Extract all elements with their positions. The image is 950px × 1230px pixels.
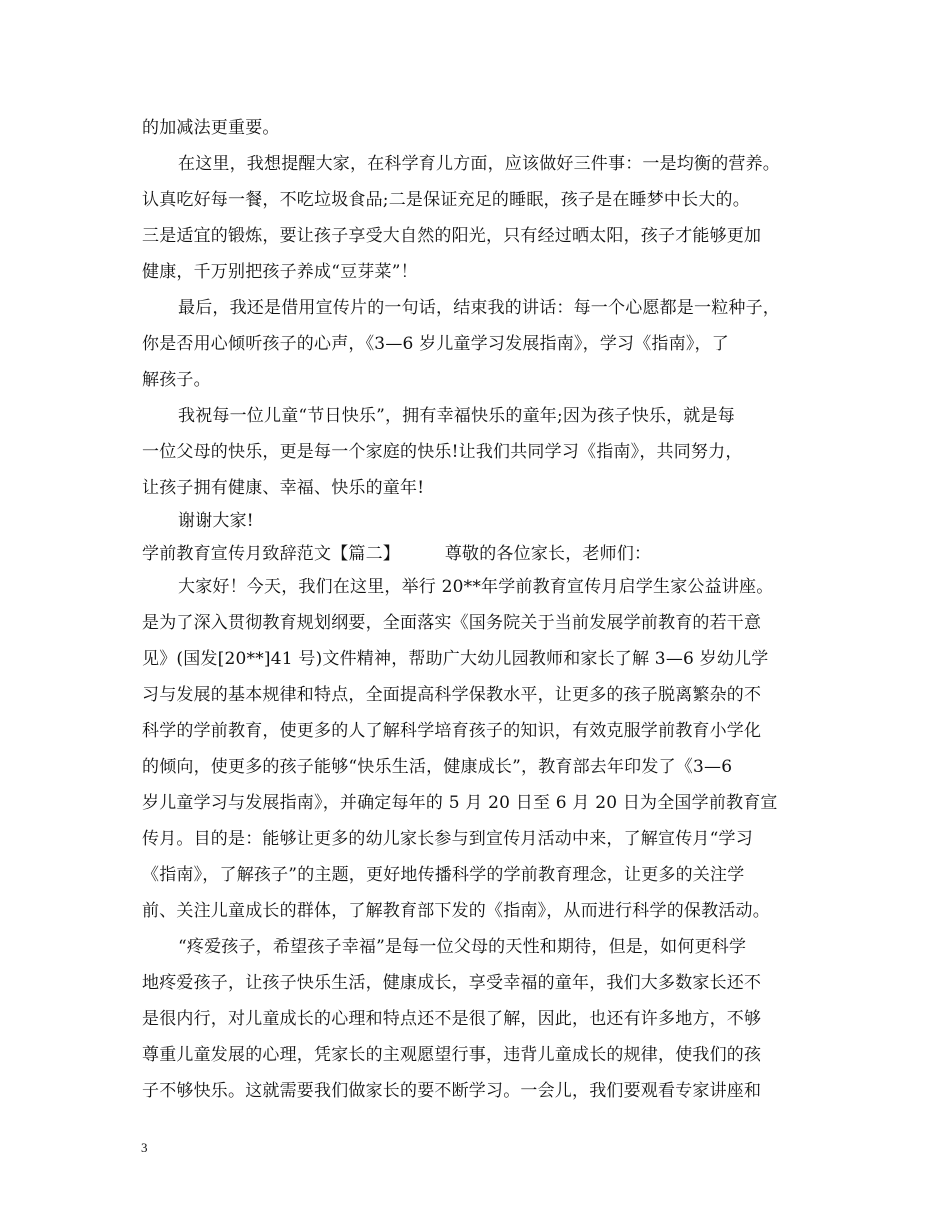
text-line: 习与发展的基本规律和特点，全面提高科学保教水平，让更多的孩子脱离繁杂的不 xyxy=(142,685,762,705)
text-line: 子不够快乐。这就需要我们做家长的要不断学习。一会儿，我们要观看专家讲座和 xyxy=(142,1081,762,1101)
text-line: 认真吃好每一餐，不吃垃圾食品;二是保证充足的睡眠，孩子是在睡梦中长大的。 xyxy=(142,190,750,210)
text-line: 科学的学前教育，使更多的人了解科学培育孩子的知识，有效克服学前教育小学化 xyxy=(142,721,762,741)
text-line: 岁儿童学习与发展指南》，并确定每年的 5 月 20 日至 6 月 20 日为全国学前教育宣 xyxy=(142,793,778,813)
text-line: 三是适宜的锻炼，要让孩子享受大自然的阳光，只有经过晒太阳，孩子才能够更加 xyxy=(142,226,762,246)
text-line: 在这里，我想提醒大家，在科学育儿方面，应该做好三件事：一是均衡的营养。 xyxy=(178,154,780,174)
text-line: 是很内行，对儿童成长的心理和特点还不是很了解，因此，也还有许多地方，不够 xyxy=(142,1009,762,1029)
text-line: 地疼爱孩子，让孩子快乐生活，健康成长，享受幸福的童年，我们大多数家长还不 xyxy=(142,973,762,993)
text-line: 一位父母的快乐，更是每一个家庭的快乐!让我们共同学习《指南》，共同努力， xyxy=(142,442,743,462)
text-line: 的加减法更重要。 xyxy=(142,118,280,138)
text-line: 你是否用心倾听孩子的心声，《3—6 岁儿童学习发展指南》，学习《指南》，了 xyxy=(142,334,729,354)
text-line: 解孩子。 xyxy=(142,370,211,390)
text-line: 健康，千万别把孩子养成“豆芽菜”！ xyxy=(142,262,418,282)
text-line: 传月。目的是：能够让更多的幼儿家长参与到宣传月活动中来，了解宣传月“学习 xyxy=(142,829,753,849)
text-line: “疼爱孩子，希望孩子幸福”是每一位父母的天性和期待，但是，如何更科学 xyxy=(178,937,747,957)
text-line: 大家好！今天，我们在这里，举行 20**年学前教育宣传月启学生家公益讲座。 xyxy=(178,577,774,597)
text-line: 是为了深入贯彻教育规划纲要，全面落实《国务院关于当前发展学前教育的若干意 xyxy=(142,613,762,633)
text-line: 前、关注儿童成长的群体，了解教育部下发的《指南》，从而进行科学的保教活动。 xyxy=(142,901,770,921)
text-line: 最后，我还是借用宣传片的一句话，结束我的讲话：每一个心愿都是一粒种子， xyxy=(178,298,780,318)
text-line: 见》(国发[20**]41 号)文件精神，帮助广大幼儿园教师和家长了解 3—6 岁幼儿学 xyxy=(142,649,769,669)
section-heading: 学前教育宣传月致辞范文【篇二】 尊敬的各位家长，老师们： xyxy=(142,544,652,564)
text-line: 《指南》，了解孩子”的主题，更好地传播科学的学前教育理念，让更多的关注学 xyxy=(142,865,745,885)
text-line: 的倾向，使更多的孩子能够“快乐生活，健康成长”，教育部去年印发了《3—6 xyxy=(142,757,733,777)
text-line: 谢谢大家! xyxy=(178,511,254,531)
text-line: 我祝每一位儿童“节日快乐”，拥有幸福快乐的童年;因为孩子快乐，就是每 xyxy=(178,406,735,426)
text-line: 让孩子拥有健康、幸福、快乐的童年! xyxy=(142,478,425,498)
page-number: 3 xyxy=(141,1140,148,1155)
text-line: 尊重儿童发展的心理，凭家长的主观愿望行事，违背儿童成长的规律，使我们的孩 xyxy=(142,1045,762,1065)
